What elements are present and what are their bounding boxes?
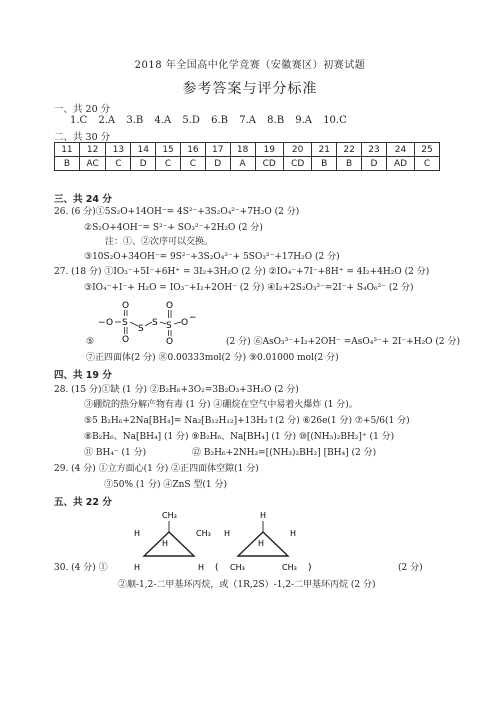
table-cell: 19 [255, 143, 283, 157]
mc-answer: 9.A [295, 115, 312, 126]
structure-atom-s: S [166, 321, 172, 331]
table-cell: B [55, 157, 80, 171]
structure-atom-o: O [181, 318, 189, 328]
structure-atom-s: S [138, 324, 144, 334]
table-cell: 14 [131, 143, 156, 157]
structure-minus-right: − [189, 313, 197, 323]
structure-atom-h: H [290, 529, 297, 538]
structure-atom-s: S [122, 318, 128, 328]
q26-note: 注：①、②次序可以交换。 [105, 237, 214, 247]
table-cell: 15 [156, 143, 181, 157]
table-cell: CD [255, 157, 283, 171]
structure-group-ch3: CH₃ [230, 563, 245, 572]
q30-line-2: ②顺-1,2-二甲基环丙烷，或（1R,2S）-1,2-二甲基环丙烷 (2 分) [118, 580, 376, 590]
table-cell: 22 [337, 143, 362, 157]
mc-answer: 4.A [154, 115, 172, 126]
answer-table [54, 142, 440, 171]
structure-group-ch3: CH₃ [282, 563, 297, 572]
mc-answer: 7.A [239, 115, 256, 126]
structure-atom-o: O [106, 318, 114, 328]
structure-atom-h: H [162, 539, 169, 548]
q26-line-1: 26. (6 分)①5S₂O+14OH⁻= 4S²⁻+3S₂O₄²⁻+7H₂O (2 分) [54, 207, 300, 217]
exam-title: 2018 年全国高中化学竞赛（安徽赛区）初赛试题 [134, 60, 366, 71]
q28-line-1: 28. (15 分)①缺 (1 分) ②B₂H₆+3O₂=3B₂O₃+3H₂O (2 分) [54, 385, 299, 395]
section-3-header: 三、共 24 分 [54, 194, 112, 205]
structure-group-ch3: CH₃ [162, 511, 177, 520]
table-cell: C [180, 157, 205, 171]
table-cell: C [106, 157, 131, 171]
table-row-numbers [55, 143, 440, 157]
table-cell: A [230, 157, 255, 171]
q27-line-2: ③IO₄⁻+I⁻+ H₂O = IO₃⁻+I₂+2OH⁻ (2 分) ④I₂+2S₂O₃²⁻=2I⁻+ S₄O₆²⁻ (2 分) [84, 283, 414, 293]
tetrathionate-structure [94, 298, 244, 352]
table-cell: C [415, 157, 440, 171]
table-cell: AD [386, 157, 414, 171]
table-row-answers [55, 157, 440, 171]
q28-line-5a: ⑪ BH₄⁻ (1 分) [84, 448, 147, 458]
structure-atom-h: H [260, 511, 267, 520]
q27-line-3: ⑦正四面体(2 分) ⑧0.00333mol(2 分) ⑨0.01000 mol(2 分) [86, 353, 339, 363]
mc-answer: 8.B [267, 115, 285, 126]
structure-atom-o: O [122, 335, 130, 345]
structure-atom-h: H [134, 529, 141, 538]
q27-line-1: 27. (18 分) ①IO₃⁻+5I⁻+6H⁺ = 3I₂+3H₂O (2 分) ②IO₄⁻+7I⁻+8H⁺ = 4I₂+4H₂O (2 分) [54, 267, 430, 277]
mc-answer: 1.C [70, 115, 88, 126]
structure-atom-o: O [122, 301, 130, 311]
mc-answer: 6.B [211, 115, 229, 126]
table-cell: AC [79, 157, 106, 171]
mc-answer: 5.D [182, 115, 200, 126]
table-cell: C [156, 157, 181, 171]
structure-atom-o: O [166, 337, 174, 347]
q26-line-3: ③10S₂O+34OH⁻= 9S²⁻+3S₂O₄²⁻+ 5SO₃²⁻+17H₂O (2 分) [84, 252, 340, 262]
structure-atom-h: H [134, 563, 141, 572]
answer-key-subtitle: 参考答案与评分标准 [182, 81, 318, 97]
mc-answer: 3.B [126, 115, 144, 126]
q27-item-5-marker: ⑤ [86, 337, 95, 347]
cyclopropane-structures [120, 508, 320, 576]
q29-line-1: 29. (4 分) ①立方面心(1 分) ②正四面体空隙(1 分) [54, 464, 259, 474]
table-cell: 23 [362, 143, 387, 157]
structure-group-ch3: CH₃ [196, 529, 211, 538]
section-1-header: 一、共 20 分 [54, 104, 111, 115]
structure-minus-left: − [98, 318, 106, 328]
multiple-choice-answers [70, 115, 355, 126]
paren-right: ) [308, 563, 312, 572]
section-5-header: 五、共 22 分 [54, 497, 112, 508]
table-cell: D [131, 157, 156, 171]
q27-line-5: (2 分) ⑥AsO₃³⁻+I₂+2OH⁻ =AsO₄³⁻+ 2I⁻+H₂O (2 分) [226, 337, 461, 347]
mc-answer: 10.C [323, 115, 347, 126]
q30-line-1-score: (2 分) [398, 563, 423, 573]
table-cell: D [205, 157, 230, 171]
q28-line-4: ⑧B₂H₆、Na[BH₄] (1 分) ⑨B₂H₆、Na[BH₄] (1 分) ⑩[(NH₃)₂BH₂]⁺ (1 分) [84, 432, 395, 442]
structure-atom-h: H [258, 539, 265, 548]
table-cell: 17 [205, 143, 230, 157]
structure-atom-h: H [224, 529, 231, 538]
table-cell: 21 [312, 143, 337, 157]
table-cell: D [362, 157, 387, 171]
table-cell: 18 [230, 143, 255, 157]
q29-line-2: ③50% (1 分) ④ZnS 型(1 分) [104, 480, 228, 490]
table-cell: 16 [180, 143, 205, 157]
table-cell: B [312, 157, 337, 171]
q26-line-2: ②S₂O+4OH⁻= S²⁻+ SO₃²⁻+2H₂O (2 分) [84, 223, 263, 233]
table-cell: 11 [55, 143, 80, 157]
table-cell: 13 [106, 143, 131, 157]
q30-line-1: 30. (4 分) ① [54, 563, 108, 573]
q28-line-3: ⑤5 B₂H₆+2Na[BH₄]= Na₂[B₁₂H₁₂]+13H₂↑(2 分) ⑥26e(1 分) ⑦+5/6(1 分) [84, 416, 410, 426]
section-2-header: 二、共 30 分 [54, 132, 111, 143]
q28-line-2: ③硼烷的热分解产物有毒 (1 分) ④硼烷在空气中易着火爆炸 (1 分)。 [84, 400, 358, 410]
mc-answer: 2.A [98, 115, 116, 126]
paren-left: ( [215, 563, 219, 572]
q28-line-5b: ⑫ B₂H₆+2NH₃=[(NH₃)₂BH₂] [BH₄] (2 分) [192, 448, 377, 458]
structure-atom-h: H [198, 563, 205, 572]
table-cell: 25 [415, 143, 440, 157]
table-cell: 12 [79, 143, 106, 157]
table-cell: B [337, 157, 362, 171]
section-4-header: 四、共 19 分 [54, 370, 112, 381]
structure-atom-s: S [152, 318, 158, 328]
structure-atom-o: O [166, 301, 174, 311]
table-cell: 24 [386, 143, 414, 157]
table-cell: CD [283, 157, 311, 171]
table-cell: 20 [283, 143, 311, 157]
